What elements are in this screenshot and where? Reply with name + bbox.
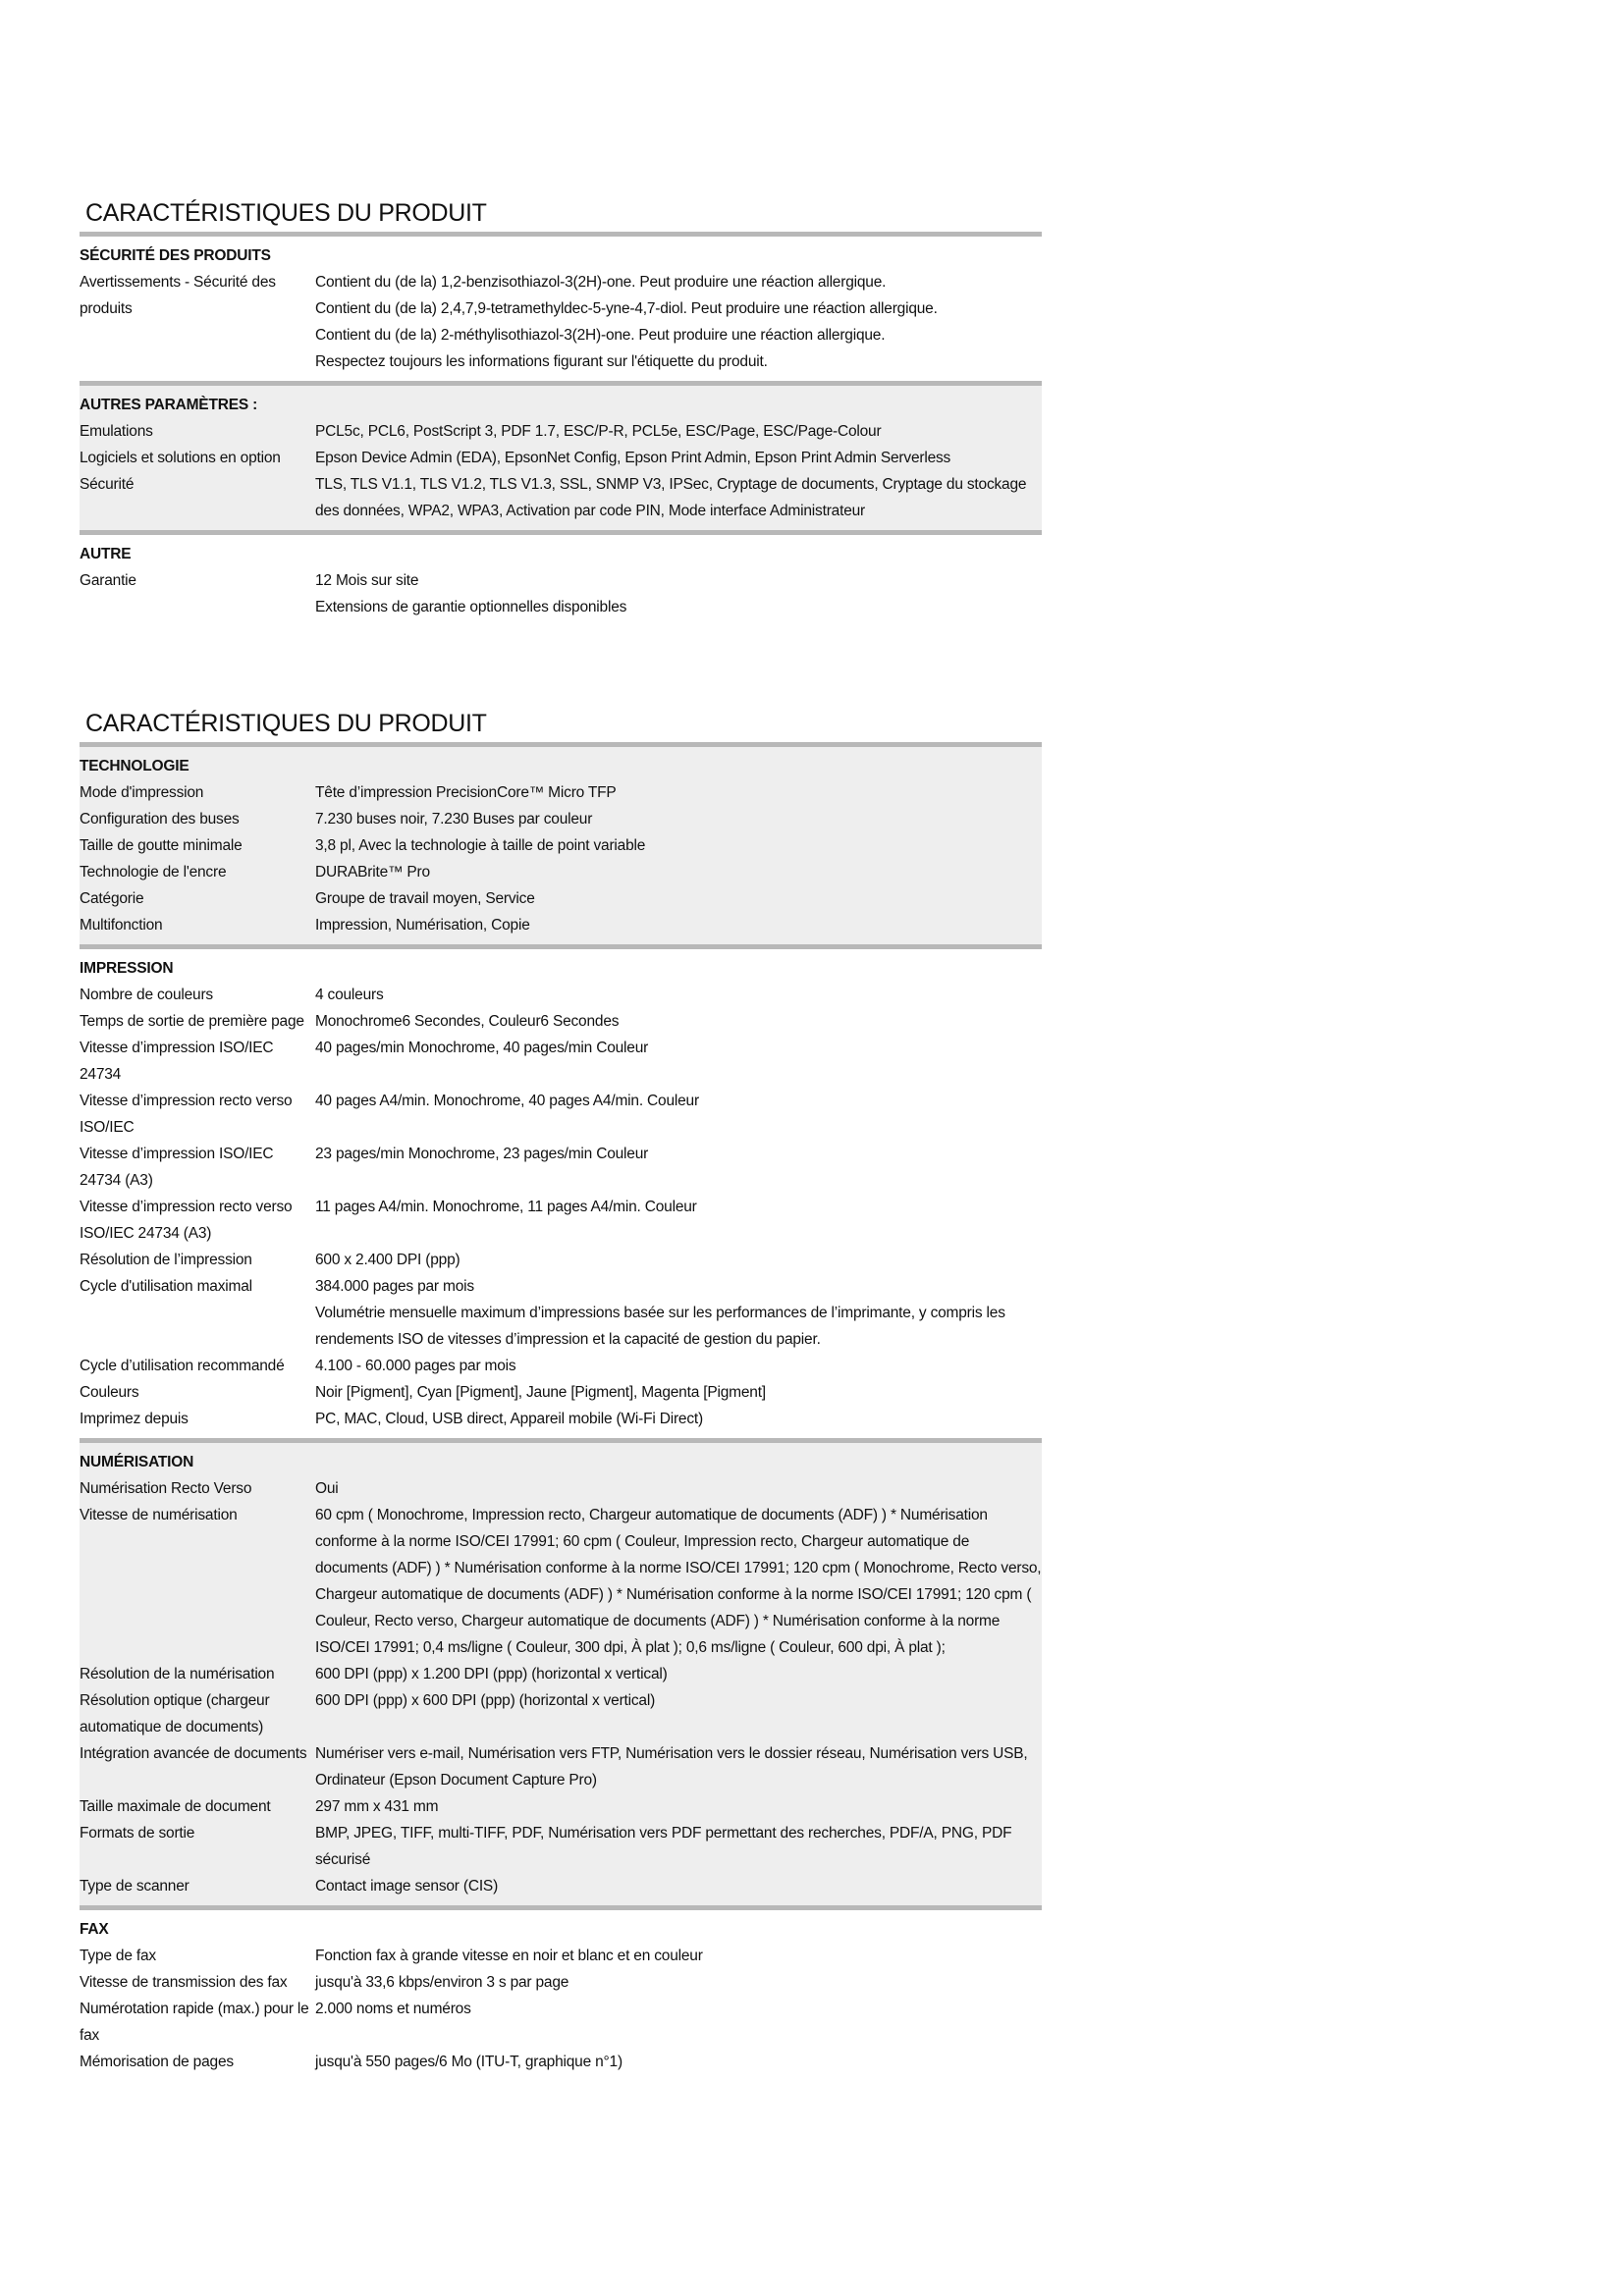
spec-value-line: 40 pages A4/min. Monochrome, 40 pages A4/min. Couleur [315, 1093, 699, 1109]
spec-label: Couleurs [80, 1384, 139, 1401]
spec-row [80, 1379, 1042, 1406]
section-title: FAX [80, 1921, 109, 1938]
spec-row [80, 1793, 1042, 1820]
spec-value-line: 7.230 buses noir, 7.230 Buses par couleur [315, 811, 593, 828]
spec-value-line: Fonction fax à grande vitesse en noir et blanc et en couleur [315, 1948, 703, 1964]
section-title: IMPRESSION [80, 960, 174, 977]
spec-value [315, 1820, 1042, 1873]
spec-value-line: Impression, Numérisation, Copie [315, 917, 530, 934]
spec-value-line: Contient du (de la) 1,2-benzisothiazol-3(2H)-one. Peut produire une réaction allergique. [315, 274, 887, 291]
spec-label: Cycle d’utilisation recommandé [80, 1358, 285, 1374]
spec-value [315, 567, 1042, 620]
spec-value-line: TLS, TLS V1.1, TLS V1.2, TLS V1.3, SSL, SNMP V3, IPSec, Cryptage de documents, Cryptage du stockage des données, WPA2, WPA3, Activation par code PIN, Mode interface Administrateur [315, 476, 1027, 519]
spec-label: Cycle d'utilisation maximal [80, 1278, 252, 1295]
spec-value-line: Extensions de garantie optionnelles disponibles [315, 599, 627, 615]
spec-value [315, 1740, 1042, 1793]
spec-row [80, 1502, 1042, 1661]
spec-label: Logiciels et solutions en option [80, 450, 281, 466]
spec-value-line: PCL5c, PCL6, PostScript 3, PDF 1.7, ESC/P-R, PCL5e, ESC/Page, ESC/Page-Colour [315, 423, 882, 440]
spec-value [315, 1008, 1042, 1035]
spec-value [315, 1035, 1042, 1088]
spec-row [80, 1194, 1042, 1247]
spec-label: Temps de sortie de première page [80, 1013, 304, 1030]
spec-value [315, 1406, 1042, 1432]
spec-block [80, 194, 1042, 626]
spec-label: Résolution de l’impression [80, 1252, 252, 1268]
spec-value-line: Epson Device Admin (EDA), EpsonNet Config, Epson Print Admin, Epson Print Admin Serverless [315, 450, 951, 466]
spec-row [80, 912, 1042, 938]
spec-value-line: Contient du (de la) 2-méthylisothiazol-3(2H)-one. Peut produire une réaction allergique. [315, 327, 886, 344]
spec-value-line: 60 cpm ( Monochrome, Impression recto, Chargeur automatique de documents (ADF) ) * Numérisation conforme à la norme ISO/CEI 17991; 60 cpm ( Couleur, Impression recto, Chargeur automatique de documents (ADF) ) * Numérisation conforme à la norme ISO/CEI 17991; 120 cpm ( Monochrome, Recto verso, Chargeur automatique de documents (ADF) ) * Numérisation conforme à la norme ISO/CEI 17991; 120 cpm ( Couleur, Recto verso, Chargeur automatique de documents (ADF) ) * Numérisation conforme à la norme ISO/CEI 17991; 0,4 ms/ligne ( Couleur, 300 dpi, À plat ); 0,6 ms/ligne ( Couleur, 600 dpi, À plat ); [315, 1507, 1042, 1656]
spec-label: Nombre de couleurs [80, 987, 213, 1003]
spec-value-line: 23 pages/min Monochrome, 23 pages/min Couleur [315, 1146, 649, 1162]
spec-value-line: 600 x 2.400 DPI (ppp) [315, 1252, 460, 1268]
spec-value [315, 1247, 1042, 1273]
spec-row [80, 1273, 1042, 1353]
spec-value-line: 12 Mois sur site [315, 572, 419, 589]
spec-row [80, 1873, 1042, 1899]
spec-value-line: 3,8 pl, Avec la technologie à taille de point variable [315, 837, 646, 854]
spec-row [80, 418, 1042, 445]
spec-row [80, 1088, 1042, 1141]
spec-row [80, 1687, 1042, 1740]
spec-value-line: Groupe de travail moyen, Service [315, 890, 535, 907]
spec-row [80, 1141, 1042, 1194]
spec-label: Numérotation rapide (max.) pour le fax [80, 2001, 309, 2044]
spec-row [80, 471, 1042, 524]
spec-value-line: 40 pages/min Monochrome, 40 pages/min Couleur [315, 1040, 649, 1056]
spec-value-line: 2.000 noms et numéros [315, 2001, 471, 2017]
spec-value [315, 1996, 1042, 2049]
spec-value-line: PC, MAC, Cloud, USB direct, Appareil mobile (Wi-Fi Direct) [315, 1411, 703, 1427]
spec-row [80, 567, 1042, 620]
spec-row [80, 1996, 1042, 2049]
spec-row [80, 859, 1042, 885]
spec-value-line: Contact image sensor (CIS) [315, 1878, 499, 1895]
spec-section [80, 535, 1042, 626]
spec-label: Mode d'impression [80, 784, 204, 801]
spec-label: Vitesse d’impression recto verso ISO/IEC 24734 (A3) [80, 1199, 293, 1242]
spec-row [80, 1661, 1042, 1687]
spec-row [80, 1943, 1042, 1969]
spec-value [315, 982, 1042, 1008]
spec-value [315, 779, 1042, 806]
section-title: TECHNOLOGIE [80, 758, 189, 774]
spec-row [80, 1969, 1042, 1996]
spec-label: Vitesse d’impression ISO/IEC 24734 (A3) [80, 1146, 274, 1189]
spec-label: Vitesse d’impression recto verso ISO/IEC [80, 1093, 293, 1136]
spec-label: Catégorie [80, 890, 144, 907]
spec-section [80, 1910, 1042, 2081]
spec-value [315, 806, 1042, 832]
spec-value [315, 2049, 1042, 2075]
spec-value-line: 4 couleurs [315, 987, 384, 1003]
spec-value [315, 445, 1042, 471]
spec-row [80, 806, 1042, 832]
spec-row [80, 1353, 1042, 1379]
spec-label: Avertissements - Sécurité des produits [80, 274, 276, 317]
spec-label: Taille maximale de document [80, 1798, 271, 1815]
spec-row [80, 1247, 1042, 1273]
spec-value [315, 1661, 1042, 1687]
spec-value [315, 1273, 1042, 1353]
spec-value [315, 269, 1042, 375]
spec-value-line: 11 pages A4/min. Monochrome, 11 pages A4/min. Couleur [315, 1199, 697, 1215]
spec-value [315, 1687, 1042, 1740]
spec-value-line: Noir [Pigment], Cyan [Pigment], Jaune [Pigment], Magenta [Pigment] [315, 1384, 766, 1401]
spec-label: Technologie de l'encre [80, 864, 227, 881]
spec-value-line: 297 mm x 431 mm [315, 1798, 439, 1815]
spec-label: Type de scanner [80, 1878, 189, 1895]
spec-label: Intégration avancée de documents [80, 1745, 307, 1762]
spec-label: Garantie [80, 572, 136, 589]
spec-value-line: 600 DPI (ppp) x 600 DPI (ppp) (horizontal x vertical) [315, 1692, 656, 1709]
page-title: CARACTÉRISTIQUES DU PRODUIT [85, 710, 487, 737]
spec-value-line: 4.100 - 60.000 pages par mois [315, 1358, 516, 1374]
spec-value-line: BMP, JPEG, TIFF, multi-TIFF, PDF, Numérisation vers PDF permettant des recherches, PDF/A, PNG, PDF sécurisé [315, 1825, 1012, 1868]
spec-label: Résolution optique (chargeur automatique de documents) [80, 1692, 270, 1735]
section-title: SÉCURITÉ DES PRODUITS [80, 247, 271, 264]
spec-value [315, 912, 1042, 938]
spec-value-line: Oui [315, 1480, 339, 1497]
spec-value [315, 1969, 1042, 1996]
spec-value [315, 1088, 1042, 1141]
spec-value [315, 1353, 1042, 1379]
spec-value-line: 384.000 pages par mois [315, 1278, 474, 1295]
spec-section [80, 747, 1042, 944]
spec-value [315, 471, 1042, 524]
spec-value-line: Contient du (de la) 2,4,7,9-tetramethyldec-5-yne-4,7-diol. Peut produire une réaction allergique. [315, 300, 938, 317]
spec-label: Mémorisation de pages [80, 2054, 234, 2070]
spec-value [315, 1194, 1042, 1247]
section-title: AUTRE [80, 546, 132, 562]
spec-row [80, 2049, 1042, 2075]
spec-section [80, 949, 1042, 1438]
spec-label: Formats de sortie [80, 1825, 195, 1842]
spec-row [80, 1035, 1042, 1088]
spec-section [80, 386, 1042, 530]
spec-row [80, 1475, 1042, 1502]
spec-value-line: jusqu'à 550 pages/6 Mo (ITU-T, graphique n°1) [315, 2054, 623, 2070]
spec-value [315, 1379, 1042, 1406]
spec-value [315, 418, 1042, 445]
spec-value [315, 832, 1042, 859]
spec-row [80, 1820, 1042, 1873]
spec-value [315, 1141, 1042, 1194]
section-title: AUTRES PARAMÈTRES : [80, 397, 258, 413]
spec-value-line: jusqu'à 33,6 kbps/environ 3 s par page [315, 1974, 569, 1991]
spec-value [315, 859, 1042, 885]
section-title: NUMÉRISATION [80, 1454, 194, 1470]
spec-label: Configuration des buses [80, 811, 240, 828]
spec-label: Sécurité [80, 476, 135, 493]
spec-value [315, 885, 1042, 912]
spec-block [80, 705, 1042, 2081]
spec-value-line: Volumétrie mensuelle maximum d’impressions basée sur les performances de l’imprimante, y compris les rendements ISO de vitesses d’impression et la capacité de gestion du papier. [315, 1305, 1005, 1348]
spec-value [315, 1793, 1042, 1820]
spec-row [80, 832, 1042, 859]
spec-value-line: Respectez toujours les informations figurant sur l'étiquette du produit. [315, 353, 768, 370]
spec-value-line: Numériser vers e-mail, Numérisation vers FTP, Numérisation vers le dossier réseau, Numérisation vers USB, Ordinateur (Epson Document Capture Pro) [315, 1745, 1028, 1789]
spec-label: Emulations [80, 423, 153, 440]
spec-value [315, 1873, 1042, 1899]
spec-row [80, 885, 1042, 912]
spec-row [80, 1008, 1042, 1035]
spec-row [80, 1740, 1042, 1793]
spec-row [80, 445, 1042, 471]
spec-label: Vitesse de transmission des fax [80, 1974, 288, 1991]
spec-value-line: DURABrite™ Pro [315, 864, 430, 881]
spec-value-line: 600 DPI (ppp) x 1.200 DPI (ppp) (horizontal x vertical) [315, 1666, 668, 1682]
spec-label: Numérisation Recto Verso [80, 1480, 252, 1497]
spec-label: Imprimez depuis [80, 1411, 189, 1427]
spec-label: Taille de goutte minimale [80, 837, 243, 854]
spec-label: Vitesse de numérisation [80, 1507, 238, 1523]
spec-value [315, 1943, 1042, 1969]
page-title: CARACTÉRISTIQUES DU PRODUIT [85, 199, 487, 227]
spec-value [315, 1475, 1042, 1502]
spec-row [80, 779, 1042, 806]
spec-value-line: Tête d’impression PrecisionCore™ Micro TFP [315, 784, 617, 801]
spec-row [80, 982, 1042, 1008]
spec-section [80, 237, 1042, 381]
spec-row [80, 1406, 1042, 1432]
spec-section [80, 1443, 1042, 1905]
spec-label: Multifonction [80, 917, 163, 934]
spec-label: Vitesse d’impression ISO/IEC 24734 [80, 1040, 274, 1083]
spec-label: Type de fax [80, 1948, 156, 1964]
spec-value-line: Monochrome6 Secondes, Couleur6 Secondes [315, 1013, 620, 1030]
spec-value [315, 1502, 1042, 1661]
spec-label: Résolution de la numérisation [80, 1666, 275, 1682]
spec-row [80, 269, 1042, 375]
